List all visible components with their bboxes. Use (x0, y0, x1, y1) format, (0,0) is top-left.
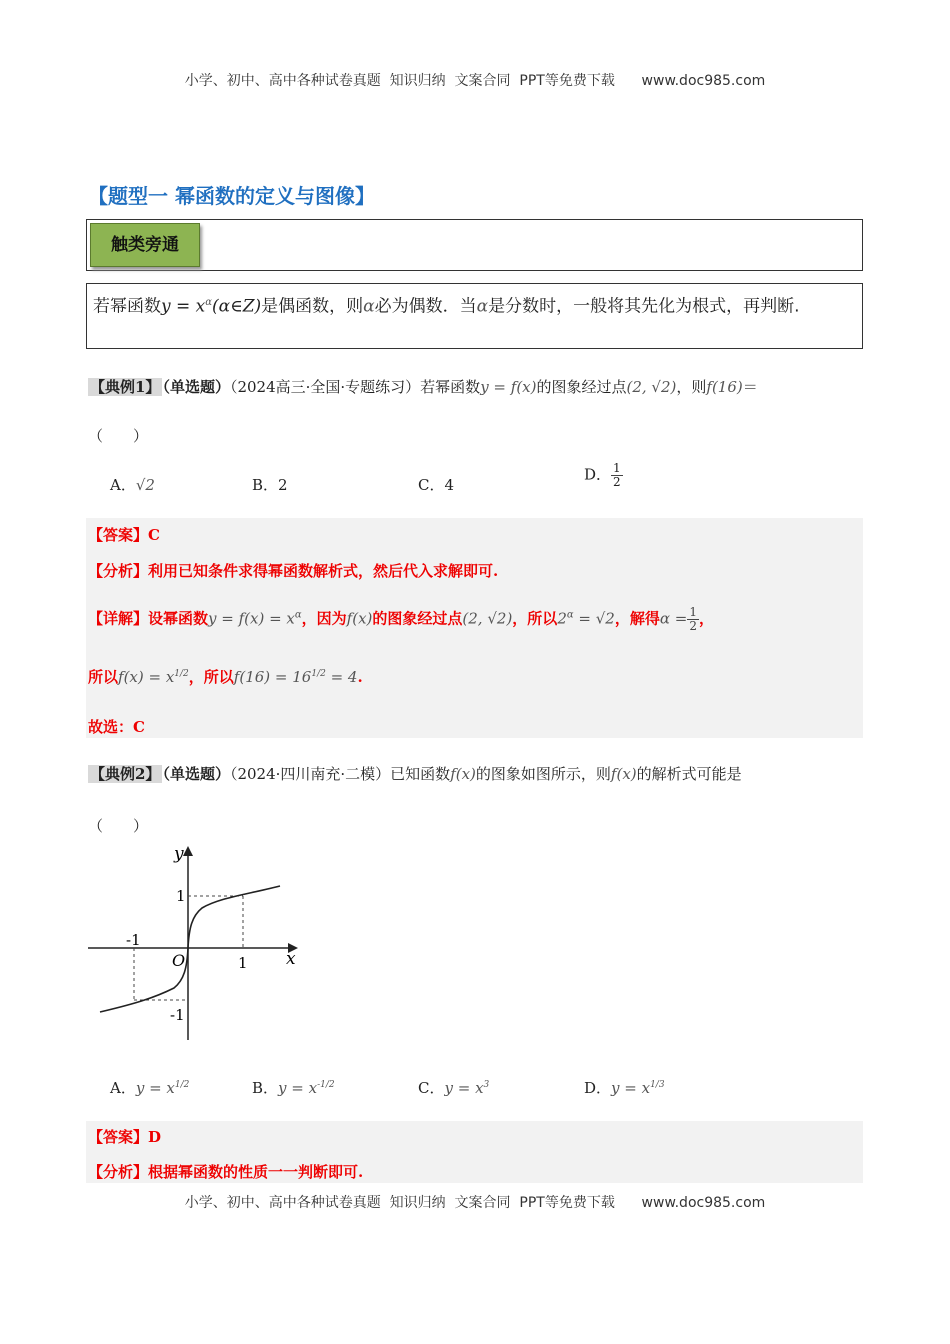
detail-alpha: α = (659, 609, 688, 628)
example2-paren: （ ） (88, 817, 149, 835)
option-value: 4 (444, 476, 455, 494)
tick-label-xneg1: -1 (126, 931, 141, 949)
example1-choose (88, 716, 145, 737)
example1-analysis (88, 560, 498, 581)
detail-text: ，解得 (614, 609, 660, 628)
example1-q2: 的图象经过点 (536, 378, 627, 396)
tag-box (86, 219, 863, 271)
page-header: 小学、初中、高中各种试卷真题 知识归纳 文案合同 PPT等免费下载 www.doc985.com (184, 73, 766, 89)
answer-value: D (148, 1128, 162, 1146)
detail-eq-sup: α (566, 609, 574, 621)
example1-option-c[interactable] (418, 474, 454, 495)
frac-num: 1 (613, 461, 621, 475)
x-label: x (286, 949, 296, 969)
tick-label-yneg1: -1 (170, 1006, 185, 1024)
detail-formula: f(x) = x (118, 668, 175, 686)
example2-fx2: f(x) (610, 765, 637, 783)
detail-eq: 2 (557, 609, 567, 628)
frac-num: 1 (689, 605, 697, 619)
choose-label: 故选： (88, 718, 134, 736)
option-letter: B． (252, 1079, 279, 1097)
example2-option-b[interactable] (252, 1077, 335, 1098)
option-value: √2 (135, 476, 155, 494)
example1-f-expr: y = f(x) (480, 378, 537, 396)
option-letter: C． (418, 1079, 445, 1097)
tick-label-y1: 1 (176, 887, 186, 905)
option-base: y = x (135, 1079, 175, 1097)
answer-label: 【答案】 (88, 1128, 149, 1146)
frac-den: 2 (613, 475, 621, 489)
tip-pre: 若幂函数 (93, 296, 161, 317)
tip-box (86, 283, 863, 349)
option-exp: 1/3 (650, 1080, 665, 1090)
detail-text: ，所以 (512, 609, 558, 628)
example1-q3: ，则 (676, 378, 707, 396)
y-label: y (174, 844, 184, 864)
option-value: 2 (278, 476, 288, 494)
detail-text: ， (698, 609, 714, 628)
tip-alpha1: α (363, 296, 375, 317)
example2-type: （单选题） (162, 765, 230, 783)
example1-option-b[interactable] (252, 474, 288, 495)
answer-value: C (148, 526, 160, 544)
option-base: y = x (611, 1079, 651, 1097)
detail-point: (2, √2) (462, 609, 513, 628)
example2-answer (88, 1126, 161, 1147)
choose-value: C (133, 718, 145, 736)
detail-label: 【详解】 (88, 609, 149, 628)
example1-point: (2, √2) (626, 378, 677, 396)
detail-text: 设幂函数 (148, 609, 209, 628)
detail-text: ，所以 (188, 668, 234, 686)
example1-option-d[interactable] (584, 462, 623, 489)
option-letter: D． (584, 1079, 612, 1097)
option-base: y = x (444, 1079, 484, 1097)
detail-text: 所以 (88, 668, 119, 686)
example2-source: （2024·四川南充·二模） (229, 765, 391, 783)
option-letter: D． (584, 465, 612, 484)
tip-post: 是分数时，一般将其先化为根式，再判断. (488, 296, 800, 317)
example2-option-c[interactable] (418, 1077, 489, 1098)
tip-mid2: 必为偶数．当 (374, 296, 477, 317)
example2-q2: 的图象如图所示，则 (475, 765, 611, 783)
detail-text: . (357, 668, 363, 686)
analysis-text: 利用已知条件求得幂函数解析式，然后代入求解即可. (148, 562, 499, 580)
frac-den: 2 (689, 619, 697, 633)
example2-option-d[interactable] (584, 1077, 665, 1098)
example1-detail-line2 (88, 666, 363, 687)
detail-fx: f(x) (346, 609, 373, 628)
example1-question (88, 375, 868, 399)
tip-formula: y = x (161, 296, 206, 317)
page-footer: 小学、初中、高中各种试卷真题 知识归纳 文案合同 PPT等免费下载 www.doc985.com (184, 1195, 766, 1211)
example2-analysis (88, 1161, 363, 1182)
tip-sup: α (205, 297, 213, 308)
tip-mid: 是偶函数，则 (261, 296, 364, 317)
option-base: y = x (278, 1079, 318, 1097)
detail-sup: α (294, 609, 302, 621)
detail-eq2: = √2 (573, 609, 615, 628)
example2-question (88, 762, 868, 786)
function-graph (84, 840, 314, 1050)
y-axis-arrow-icon (183, 846, 193, 856)
option-letter: A． (110, 1079, 136, 1097)
detail-text: ，因为 (301, 609, 347, 628)
analysis-label: 【分析】 (88, 1163, 149, 1181)
tick-label-x1: 1 (238, 954, 248, 972)
example1-source: （2024高三·全国·专题练习） (229, 378, 421, 396)
analysis-text: 根据幂函数的性质一一判断即可. (148, 1163, 364, 1181)
option-exp: -1/2 (317, 1080, 335, 1090)
option-letter: C． (418, 476, 445, 494)
example1-paren: （ ） (88, 427, 149, 445)
detail-formula: y = f(x) = x (208, 609, 295, 628)
option-exp: 3 (483, 1080, 490, 1090)
example2-q3: 的解析式可能是 (636, 765, 742, 783)
example1-f16: f(16) (706, 378, 743, 396)
section-title: 【题型一 幂函数的定义与图像】 (88, 184, 375, 208)
tip-cond: (α∈Z) (212, 296, 262, 317)
option-letter: A． (110, 476, 136, 494)
tip-alpha2: α (476, 296, 489, 317)
detail-sup: 1/2 (174, 669, 189, 679)
answer-label: 【答案】 (88, 526, 149, 544)
detail-text: 的图象经过点 (372, 609, 463, 628)
example2-fx: f(x) (450, 765, 476, 783)
option-letter: B． (252, 476, 279, 494)
example1-q1: 若幂函数 (420, 378, 481, 396)
example1-label: 【典例1】 (90, 378, 161, 396)
example2-label: 【典例2】 (90, 765, 161, 783)
example2-q1: 已知函数 (390, 765, 451, 783)
example2-option-a[interactable] (110, 1077, 189, 1098)
example1-q4: ＝ (742, 378, 758, 396)
detail-eq: = 4 (325, 668, 358, 686)
tag-label: 触类旁通 (90, 223, 200, 267)
example1-detail (88, 606, 868, 633)
example1-answer (88, 524, 160, 545)
option-exp: 1/2 (174, 1080, 190, 1090)
detail-f16: f(16) = 16 (233, 668, 312, 686)
example1-option-a[interactable] (110, 474, 155, 495)
function-curve (100, 886, 280, 1012)
origin-label: O (172, 951, 186, 970)
analysis-label: 【分析】 (88, 562, 149, 580)
detail-sup: 1/2 (311, 669, 326, 679)
example1-type: （单选题） (162, 378, 230, 396)
